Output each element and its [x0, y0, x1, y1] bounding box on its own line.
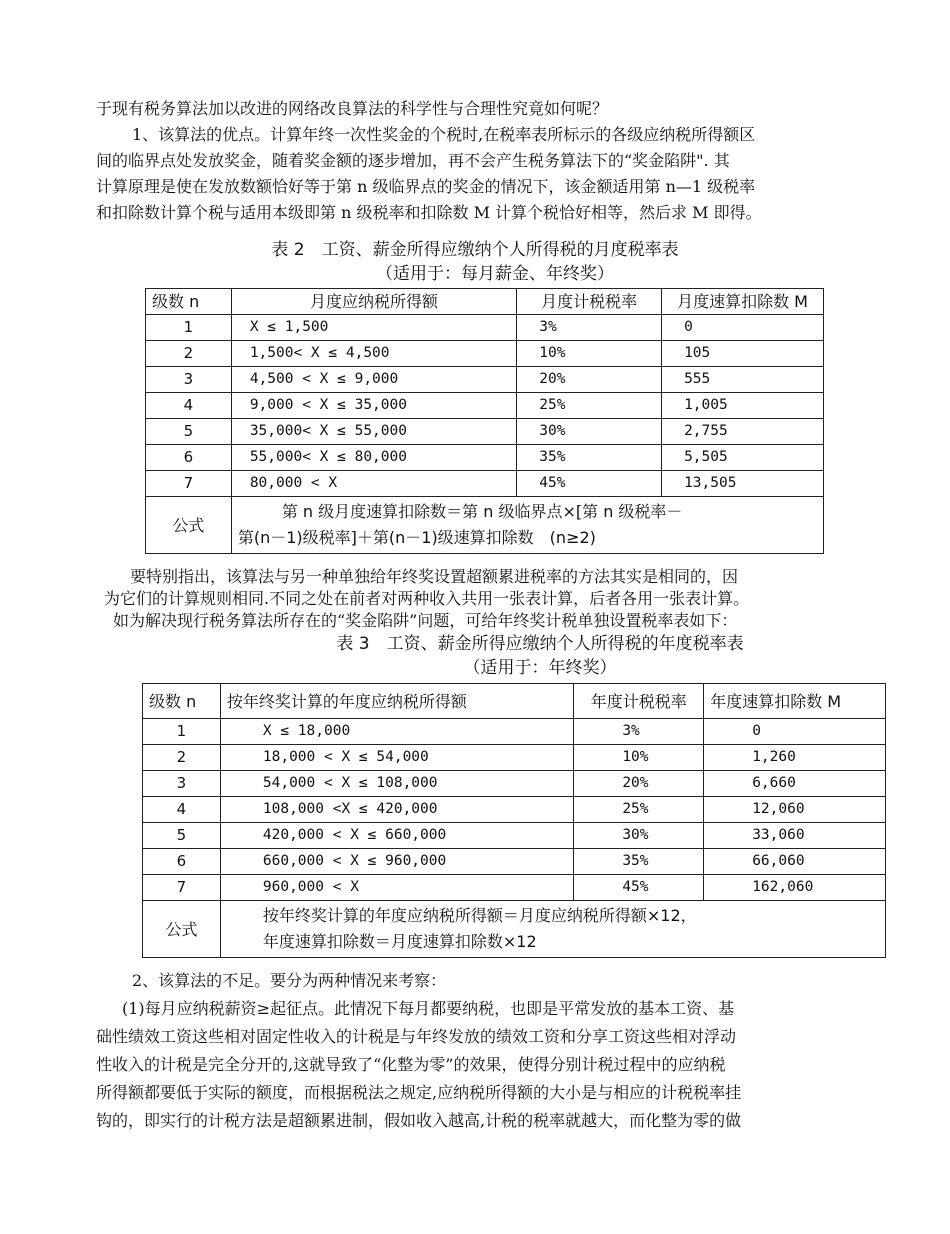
table-cell: 3% — [517, 315, 662, 341]
table-cell: 3 — [146, 367, 232, 393]
paragraph-line: 钩的，即实行的计税方法是超额累进制，假如收入越高,计税的税率就越大，而化整为零的做 — [96, 1111, 742, 1130]
table-row — [143, 719, 886, 745]
formula-label: 公式 — [146, 497, 232, 554]
table-cell: 10% — [517, 341, 662, 367]
table-cell: 66,060 — [704, 849, 886, 875]
table3-formula-row — [143, 901, 886, 958]
table2-header-row — [146, 289, 824, 315]
formula-line: 年度速算扣除数＝月度速算扣除数×12 — [262, 932, 537, 951]
table-cell: 1,005 — [662, 393, 824, 419]
table-cell: 7 — [143, 875, 221, 901]
table-row — [143, 797, 886, 823]
paragraph-line: 计算原理是使在发放数额恰好等于第 n 级临界点的奖金的情况下，该金额适用第 n—1 级税率 — [96, 177, 756, 196]
table-cell: 2 — [146, 341, 232, 367]
table-cell: 555 — [662, 367, 824, 393]
table-cell: 35,000< X ≤ 55,000 — [231, 419, 516, 445]
formula-line: 第(n－1)级税率]＋第(n－1)级速算扣除数 (n≥2) — [237, 528, 596, 547]
table-cell: 6 — [143, 849, 221, 875]
table2-header-cell: 月度计税税率 — [517, 289, 662, 315]
table-cell: 6,660 — [704, 771, 886, 797]
table-cell: 20% — [574, 771, 704, 797]
table-row — [146, 367, 824, 393]
table-cell: 13,505 — [662, 471, 824, 497]
table-cell: 1 — [146, 315, 232, 341]
table3-header-cell: 级数 n — [143, 684, 221, 719]
table-row — [143, 771, 886, 797]
table-cell: 4,500 < X ≤ 9,000 — [231, 367, 516, 393]
table-cell: 80,000 < X — [231, 471, 516, 497]
table2-title: 表 2 工资、薪金所得应缴纳个人所得税的月度税率表 — [271, 240, 679, 260]
table-row — [146, 419, 824, 445]
table-row — [143, 875, 886, 901]
table-row — [146, 341, 824, 367]
table-cell: 1 — [143, 719, 221, 745]
table-cell: 960,000 < X — [220, 875, 573, 901]
paragraph-line: 于现有税务算法加以改进的网络改良算法的科学性与合理性究竟如何呢？ — [96, 99, 609, 118]
table-row — [146, 445, 824, 471]
table-cell: 4 — [143, 797, 221, 823]
table-cell: 55,000< X ≤ 80,000 — [231, 445, 516, 471]
table-cell: 1,260 — [704, 745, 886, 771]
table3-header-row — [143, 684, 886, 719]
table-cell: 25% — [574, 797, 704, 823]
table-cell: 10% — [574, 745, 704, 771]
table-cell: 162,060 — [704, 875, 886, 901]
paragraph-line: 和扣除数计算个税与适用本级即第 n 级税率和扣除数 M 计算个税恰好相等，然后求 M 即得。 — [96, 203, 762, 222]
table2-subtitle: （适用于：每月薪金、年终奖） — [376, 264, 614, 284]
table3 — [142, 683, 886, 958]
table-cell: 2 — [143, 745, 221, 771]
table-cell: 18,000 < X ≤ 54,000 — [220, 745, 573, 771]
table-cell: 1,500< X ≤ 4,500 — [231, 341, 516, 367]
table-cell: 3% — [574, 719, 704, 745]
table-cell: 54,000 < X ≤ 108,000 — [220, 771, 573, 797]
table-cell: 105 — [662, 341, 824, 367]
paragraph-line: 1、该算法的优点。计算年终一次性奖金的个税时,在税率表所标示的各级应纳税所得额区 — [132, 125, 756, 144]
table2-header-cell: 月度应纳税所得额 — [231, 289, 516, 315]
paragraph-line: 间的临界点处发放奖金，随着奖金额的逐步增加，再不会产生税务算法下的“奖金陷阱". 其 — [96, 151, 730, 170]
table3-title: 表 3 工资、薪金所得应缴纳个人所得税的年度税率表 — [336, 634, 744, 654]
formula-cell — [220, 901, 885, 958]
formula-line: 第 n 级月度速算扣除数＝第 n 级临界点×[第 n 级税率－ — [281, 502, 683, 521]
table-cell: 660,000 < X ≤ 960,000 — [220, 849, 573, 875]
table2-formula-row — [146, 497, 824, 554]
table-row — [146, 393, 824, 419]
table3-header-cell: 按年终奖计算的年度应纳税所得额 — [220, 684, 573, 719]
table-cell: 30% — [574, 823, 704, 849]
table-cell: 2,755 — [662, 419, 824, 445]
table-cell: 5,505 — [662, 445, 824, 471]
table3-header-cell: 年度速算扣除数 M — [704, 684, 886, 719]
table-cell: 5 — [146, 419, 232, 445]
table-cell: 5 — [143, 823, 221, 849]
table2-header-cell: 月度速算扣除数 M — [662, 289, 824, 315]
table-cell: 35% — [574, 849, 704, 875]
table-cell: 4 — [146, 393, 232, 419]
paragraph-line: 如为解决现行税务算法所存在的“奖金陷阱”问题，可给年终奖计税单独设置税率表如下： — [113, 611, 738, 630]
table3-header-cell: 年度计税税率 — [574, 684, 704, 719]
formula-line: 按年终奖计算的年度应纳税所得额＝月度应纳税所得额×12， — [262, 906, 697, 925]
table-cell: 35% — [517, 445, 662, 471]
table-cell: X ≤ 1,500 — [231, 315, 516, 341]
table-cell: 20% — [517, 367, 662, 393]
table3-subtitle: （适用于：年终奖） — [463, 658, 617, 678]
paragraph-line: 础性绩效工资这些相对固定性收入的计税是与年终发放的绩效工资和分享工资这些相对浮动 — [96, 1027, 737, 1046]
paragraph-line: 为它们的计算规则相同.不同之处在前者对两种收入共用一张表计算，后者各用一张表计算。 — [104, 589, 750, 608]
table-cell: 9,000 < X ≤ 35,000 — [231, 393, 516, 419]
table-row — [143, 745, 886, 771]
paragraph-line: 要特别指出，该算法与另一种单独给年终奖设置超额累进税率的方法其实是相同的，因 — [130, 567, 739, 586]
table-cell: 33,060 — [704, 823, 886, 849]
paragraph-line: (1)每月应纳税薪资≥起征点。此情况下每月都要纳税，也即是平常发放的基本工资、基 — [122, 999, 735, 1018]
formula-label: 公式 — [143, 901, 221, 958]
table-cell: X ≤ 18,000 — [220, 719, 573, 745]
table2 — [145, 288, 824, 554]
table-cell: 45% — [517, 471, 662, 497]
table-cell: 12,060 — [704, 797, 886, 823]
table-cell: 420,000 < X ≤ 660,000 — [220, 823, 573, 849]
paragraph-line: 所得额都要低于实际的额度，而根据税法之规定,应纳税所得额的大小是与相应的计税税率挂 — [96, 1083, 742, 1102]
table-cell: 6 — [146, 445, 232, 471]
table-cell: 3 — [143, 771, 221, 797]
table-cell: 0 — [704, 719, 886, 745]
table-row — [143, 849, 886, 875]
table-cell: 25% — [517, 393, 662, 419]
table-row — [146, 471, 824, 497]
table-row — [146, 315, 824, 341]
table-cell: 108,000 <X ≤ 420,000 — [220, 797, 573, 823]
table2-header-cell: 级数 n — [146, 289, 232, 315]
table-cell: 30% — [517, 419, 662, 445]
paragraph-line: 性收入的计税是完全分开的,这就导致了“化整为零”的效果，使得分别计税过程中的应纳税 — [96, 1055, 726, 1074]
table-cell: 45% — [574, 875, 704, 901]
table-cell: 7 — [146, 471, 232, 497]
formula-cell — [231, 497, 823, 554]
table-row — [143, 823, 886, 849]
paragraph-line: 2、该算法的不足。要分为两种情况来考察： — [132, 971, 447, 990]
table-cell: 0 — [662, 315, 824, 341]
